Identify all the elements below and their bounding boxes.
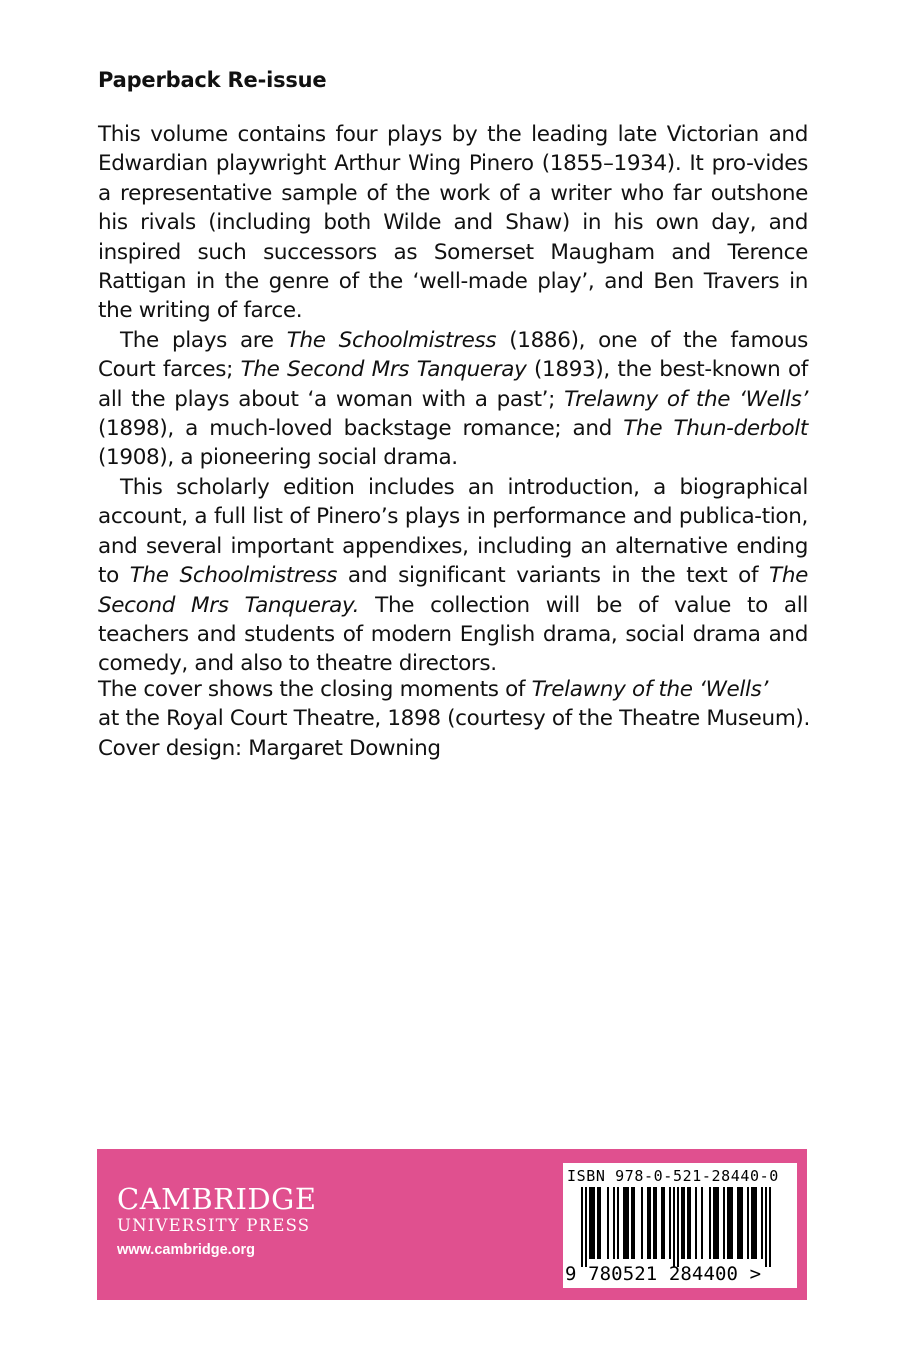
p2-title-trelawny: Trelawny of the ‘Wells’ [564,386,808,412]
barcode-bar [631,1187,633,1259]
barcode-bar [765,1187,767,1267]
barcode-bar [627,1187,629,1259]
barcode-bar [589,1187,591,1259]
barcode-bar [607,1187,609,1259]
publisher-band [97,1149,807,1300]
barcode-bar [647,1187,649,1259]
barcode-bar [681,1187,683,1259]
barcode-bar [689,1187,691,1259]
p3-text-3: The collection will be of value to all teachers and students of modern English drama, social drama and comedy, and also to theatre directors. [98,592,808,677]
barcode-bar [617,1187,619,1259]
heading-paperback-reissue: Paperback Re-issue [98,68,327,92]
publisher-name: CAMBRIDGE [117,1182,317,1216]
barcode-bar [755,1187,757,1259]
p2-title-schoolmistress: The Schoolmistress [286,327,497,353]
barcode-bar [625,1187,627,1259]
barcode-bar [655,1187,657,1259]
barcode-bar [687,1187,689,1259]
publisher-logo [117,1183,317,1261]
p2-title-thunderbolt: The Thun-derbolt [623,416,808,442]
p3-title-tanqueray: The Second Mrs Tanqueray. [98,563,808,618]
barcode-bar [717,1187,719,1259]
credits-line-1-title: Trelawny of the ‘Wells’ [531,677,769,702]
p2-text-3: (1893), the best-known of all the plays about ‘a woman with a past’; [98,357,808,412]
barcode-bar [663,1187,665,1259]
barcode-bar [753,1187,755,1259]
barcode-bar [729,1187,731,1259]
barcode-bar [731,1187,733,1259]
cover-credits [98,675,818,763]
p2-text-4: (1898), a much-loved backstage romance; and [98,416,624,442]
barcode-bar [701,1187,703,1259]
publisher-url: www.cambridge.org [117,1242,256,1258]
credits-line-1-prefix: The cover shows the closing moments of [98,677,532,702]
barcode-bar [737,1187,739,1259]
blurb-paragraph-2 [98,326,808,473]
p3-text-1: This scholarly edition includes an introduction, a biographical account, a full list of Pinero’s plays in performance and publica-tion, and several important appendixes, including an alternative ending to [98,474,808,589]
barcode-bar [613,1187,615,1259]
barcode-bar [715,1187,717,1259]
blurb [98,120,808,679]
blurb-paragraph-1: This volume contains four plays by the leading late Victorian and Edwardian playwright Arthur Wing Pinero (1855–1934). It pro-vides a representative sample of the work of a writer who far outshone his rivals (including both Wilde and Shaw) in his own day, and inspired such successors as Somerset Maugham and Terence Rattigan in the genre of the ‘well-made play’, and Ben Travers in the writing of farce. [98,122,808,324]
barcode-bar [597,1187,599,1259]
barcode-bar [677,1187,679,1267]
barcode-box [563,1163,797,1288]
p3-title-schoolmistress: The Schoolmistress [129,563,338,589]
barcode-bar [623,1187,625,1259]
p2-text-5: (1908), a pioneering social drama. [98,445,458,471]
barcode-bar [641,1187,643,1259]
barcode-bar [769,1187,771,1267]
barcode-bar [695,1187,697,1259]
barcode-digits: 9 780521 284400 > [565,1263,762,1285]
barcode-bar [727,1187,729,1259]
barcode-bar [683,1187,685,1259]
barcode-bars [581,1187,781,1267]
barcode-bar [741,1187,743,1259]
p3-text-2: and significant variants in the text of [337,563,770,589]
barcode-bar [709,1187,711,1259]
barcode-bar [591,1187,593,1259]
credits-line-3: Cover design: Margaret Downing [98,735,441,761]
barcode-bar [653,1187,655,1259]
p2-title-tanqueray: The Second Mrs Tanqueray [240,357,527,383]
barcode-bar [599,1187,601,1259]
p2-text-2: (1886), one of the famous Court farces; [98,327,808,383]
barcode-bar [673,1187,675,1267]
barcode-bar [723,1187,725,1259]
isbn-label: ISBN 978-0-521-28440-0 [567,1167,779,1185]
barcode-bar [649,1187,651,1259]
barcode-bar [713,1187,715,1259]
barcode-bar [669,1187,671,1259]
credits-line-1 [98,675,818,704]
barcode-bar [739,1187,741,1259]
barcode-bar [661,1187,663,1259]
publisher-press: UNIVERSITY PRESS [117,1216,311,1235]
p2-text-1: The plays are [120,327,287,353]
barcode-bar [633,1187,635,1259]
barcode-bar [585,1187,587,1267]
blurb-paragraph-3 [98,473,808,679]
barcode-bar [751,1187,753,1259]
credits-line-2: at the Royal Court Theatre, 1898 (courtesy of the Theatre Museum). [98,706,810,732]
barcode-bar [761,1187,763,1259]
barcode-bar [581,1187,583,1267]
barcode-bar [747,1187,749,1259]
barcode-bar [593,1187,595,1259]
